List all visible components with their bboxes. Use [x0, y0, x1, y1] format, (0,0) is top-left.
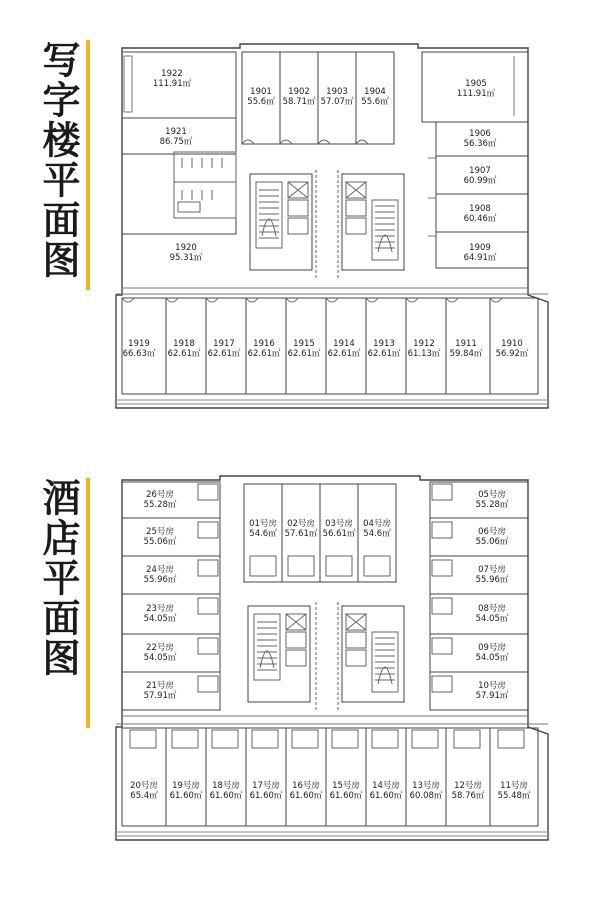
hotel-room-area: 55.28㎡ [143, 500, 177, 510]
hotel-room-area: 55.06㎡ [143, 537, 177, 547]
hotel-room-number: 12号房 [454, 781, 482, 791]
hotel-room-number: 10号房 [478, 681, 506, 691]
hotel-room-area: 54.05㎡ [143, 614, 177, 624]
office-unit-number: 1922 [161, 69, 183, 79]
hotel-room-number: 02号房 [287, 519, 315, 529]
hotel-room-area: 54.6㎡ [363, 529, 391, 539]
office-unit-number: 1904 [364, 87, 386, 97]
hotel-room-number: 13号房 [412, 781, 440, 791]
office-unit-area: 60.46㎡ [463, 214, 497, 224]
hotel-room-number: 03号房 [325, 519, 353, 529]
hotel-room-area: 65.4㎡ [130, 791, 158, 801]
hotel-room-number: 23号房 [146, 604, 174, 614]
office-title: 写字楼平面图 [36, 40, 80, 280]
hotel-room-area: 61.60㎡ [369, 791, 403, 801]
office-unit-number: 1918 [173, 339, 195, 349]
hotel-room-number: 20号房 [130, 781, 158, 791]
office-unit-number: 1901 [250, 87, 272, 97]
hotel-room-area: 61.60㎡ [209, 791, 243, 801]
hotel-room-number: 16号房 [292, 781, 320, 791]
office-unit-number: 1914 [333, 339, 355, 349]
office-unit-area: 62.61㎡ [367, 349, 401, 359]
hotel-room-area: 55.06㎡ [475, 537, 509, 547]
office-unit-area: 62.61㎡ [247, 349, 281, 359]
office-unit-area: 62.61㎡ [287, 349, 321, 359]
office-unit-number: 1907 [469, 166, 491, 176]
hotel-room-number: 18号房 [212, 781, 240, 791]
office-unit-area: 64.91㎡ [463, 253, 497, 263]
office-unit-area: 60.99㎡ [463, 176, 497, 186]
hotel-room-number: 19号房 [172, 781, 200, 791]
hotel-room-area: 55.96㎡ [143, 575, 177, 585]
hotel-room-number: 22号房 [146, 643, 174, 653]
office-unit-number: 1921 [165, 127, 187, 137]
office-unit-number: 1913 [373, 339, 395, 349]
hotel-room-area: 57.91㎡ [143, 691, 177, 701]
office-unit-number: 1917 [213, 339, 235, 349]
office-unit-area: 95.31㎡ [169, 253, 203, 263]
office-unit-number: 1912 [413, 339, 435, 349]
office-unit-area: 55.6㎡ [247, 97, 275, 107]
office-unit-number: 1906 [469, 129, 491, 139]
office-plan-svg [110, 40, 550, 415]
hotel-room-number: 06号房 [478, 527, 506, 537]
hotel-room-area: 61.60㎡ [249, 791, 283, 801]
office-unit-area: 58.71㎡ [282, 97, 316, 107]
office-unit-area: 62.61㎡ [327, 349, 361, 359]
hotel-room-area: 54.05㎡ [143, 653, 177, 663]
hotel-room-number: 04号房 [363, 519, 391, 529]
office-unit-number: 1905 [465, 79, 487, 89]
hotel-room-area: 58.76㎡ [451, 791, 485, 801]
hotel-room-number: 14号房 [372, 781, 400, 791]
office-unit-number: 1902 [288, 87, 310, 97]
hotel-room-number: 08号房 [478, 604, 506, 614]
hotel-room-number: 25号房 [146, 527, 174, 537]
office-unit-area: 59.84㎡ [449, 349, 483, 359]
hotel-room-area: 61.60㎡ [289, 791, 323, 801]
hotel-room-area: 54.05㎡ [475, 653, 509, 663]
office-unit-area: 56.92㎡ [495, 349, 529, 359]
office-unit-number: 1909 [469, 243, 491, 253]
office-unit-area: 57.07㎡ [320, 97, 354, 107]
hotel-room-number: 24号房 [146, 565, 174, 575]
office-unit-area: 61.13㎡ [407, 349, 441, 359]
office-unit-number: 1903 [326, 87, 348, 97]
office-floor-plan [110, 40, 550, 415]
hotel-room-area: 56.61㎡ [322, 529, 356, 539]
hotel-room-number: 05号房 [478, 490, 506, 500]
office-unit-area: 86.75㎡ [159, 137, 193, 147]
office-accent-bar [86, 40, 90, 290]
hotel-room-area: 54.05㎡ [475, 614, 509, 624]
office-unit-number: 1919 [128, 339, 150, 349]
hotel-room-number: 26号房 [146, 490, 174, 500]
hotel-room-area: 60.08㎡ [409, 791, 443, 801]
hotel-plan-svg [110, 472, 550, 847]
hotel-room-area: 61.60㎡ [329, 791, 363, 801]
hotel-room-number: 15号房 [332, 781, 360, 791]
hotel-accent-bar [86, 478, 90, 728]
office-unit-area: 66.63㎡ [122, 349, 156, 359]
office-unit-number: 1916 [253, 339, 275, 349]
hotel-title: 酒店平面图 [36, 478, 80, 678]
hotel-room-area: 61.60㎡ [169, 791, 203, 801]
office-unit-number: 1920 [175, 243, 197, 253]
hotel-title-block [34, 478, 90, 728]
office-unit-area: 55.6㎡ [361, 97, 389, 107]
office-unit-area: 111.91㎡ [456, 89, 496, 99]
hotel-room-area: 54.6㎡ [249, 529, 277, 539]
office-unit-area: 111.91㎡ [152, 79, 192, 89]
hotel-room-number: 21号房 [146, 681, 174, 691]
hotel-room-number: 11号房 [500, 781, 528, 791]
hotel-room-area: 55.96㎡ [475, 575, 509, 585]
office-unit-area: 62.61㎡ [167, 349, 201, 359]
hotel-floor-plan [110, 472, 550, 847]
office-unit-number: 1915 [293, 339, 315, 349]
hotel-room-number: 07号房 [478, 565, 506, 575]
office-title-block [34, 40, 90, 290]
hotel-room-number: 01号房 [249, 519, 277, 529]
office-unit-area: 62.61㎡ [207, 349, 241, 359]
hotel-room-number: 09号房 [478, 643, 506, 653]
hotel-room-area: 55.48㎡ [497, 791, 531, 801]
office-unit-number: 1908 [469, 204, 491, 214]
hotel-room-area: 55.28㎡ [475, 500, 509, 510]
hotel-room-area: 57.91㎡ [475, 691, 509, 701]
hotel-room-area: 57.61㎡ [284, 529, 318, 539]
hotel-room-number: 17号房 [252, 781, 280, 791]
office-unit-number: 1911 [455, 339, 477, 349]
office-unit-area: 56.36㎡ [463, 139, 497, 149]
office-unit-number: 1910 [501, 339, 523, 349]
